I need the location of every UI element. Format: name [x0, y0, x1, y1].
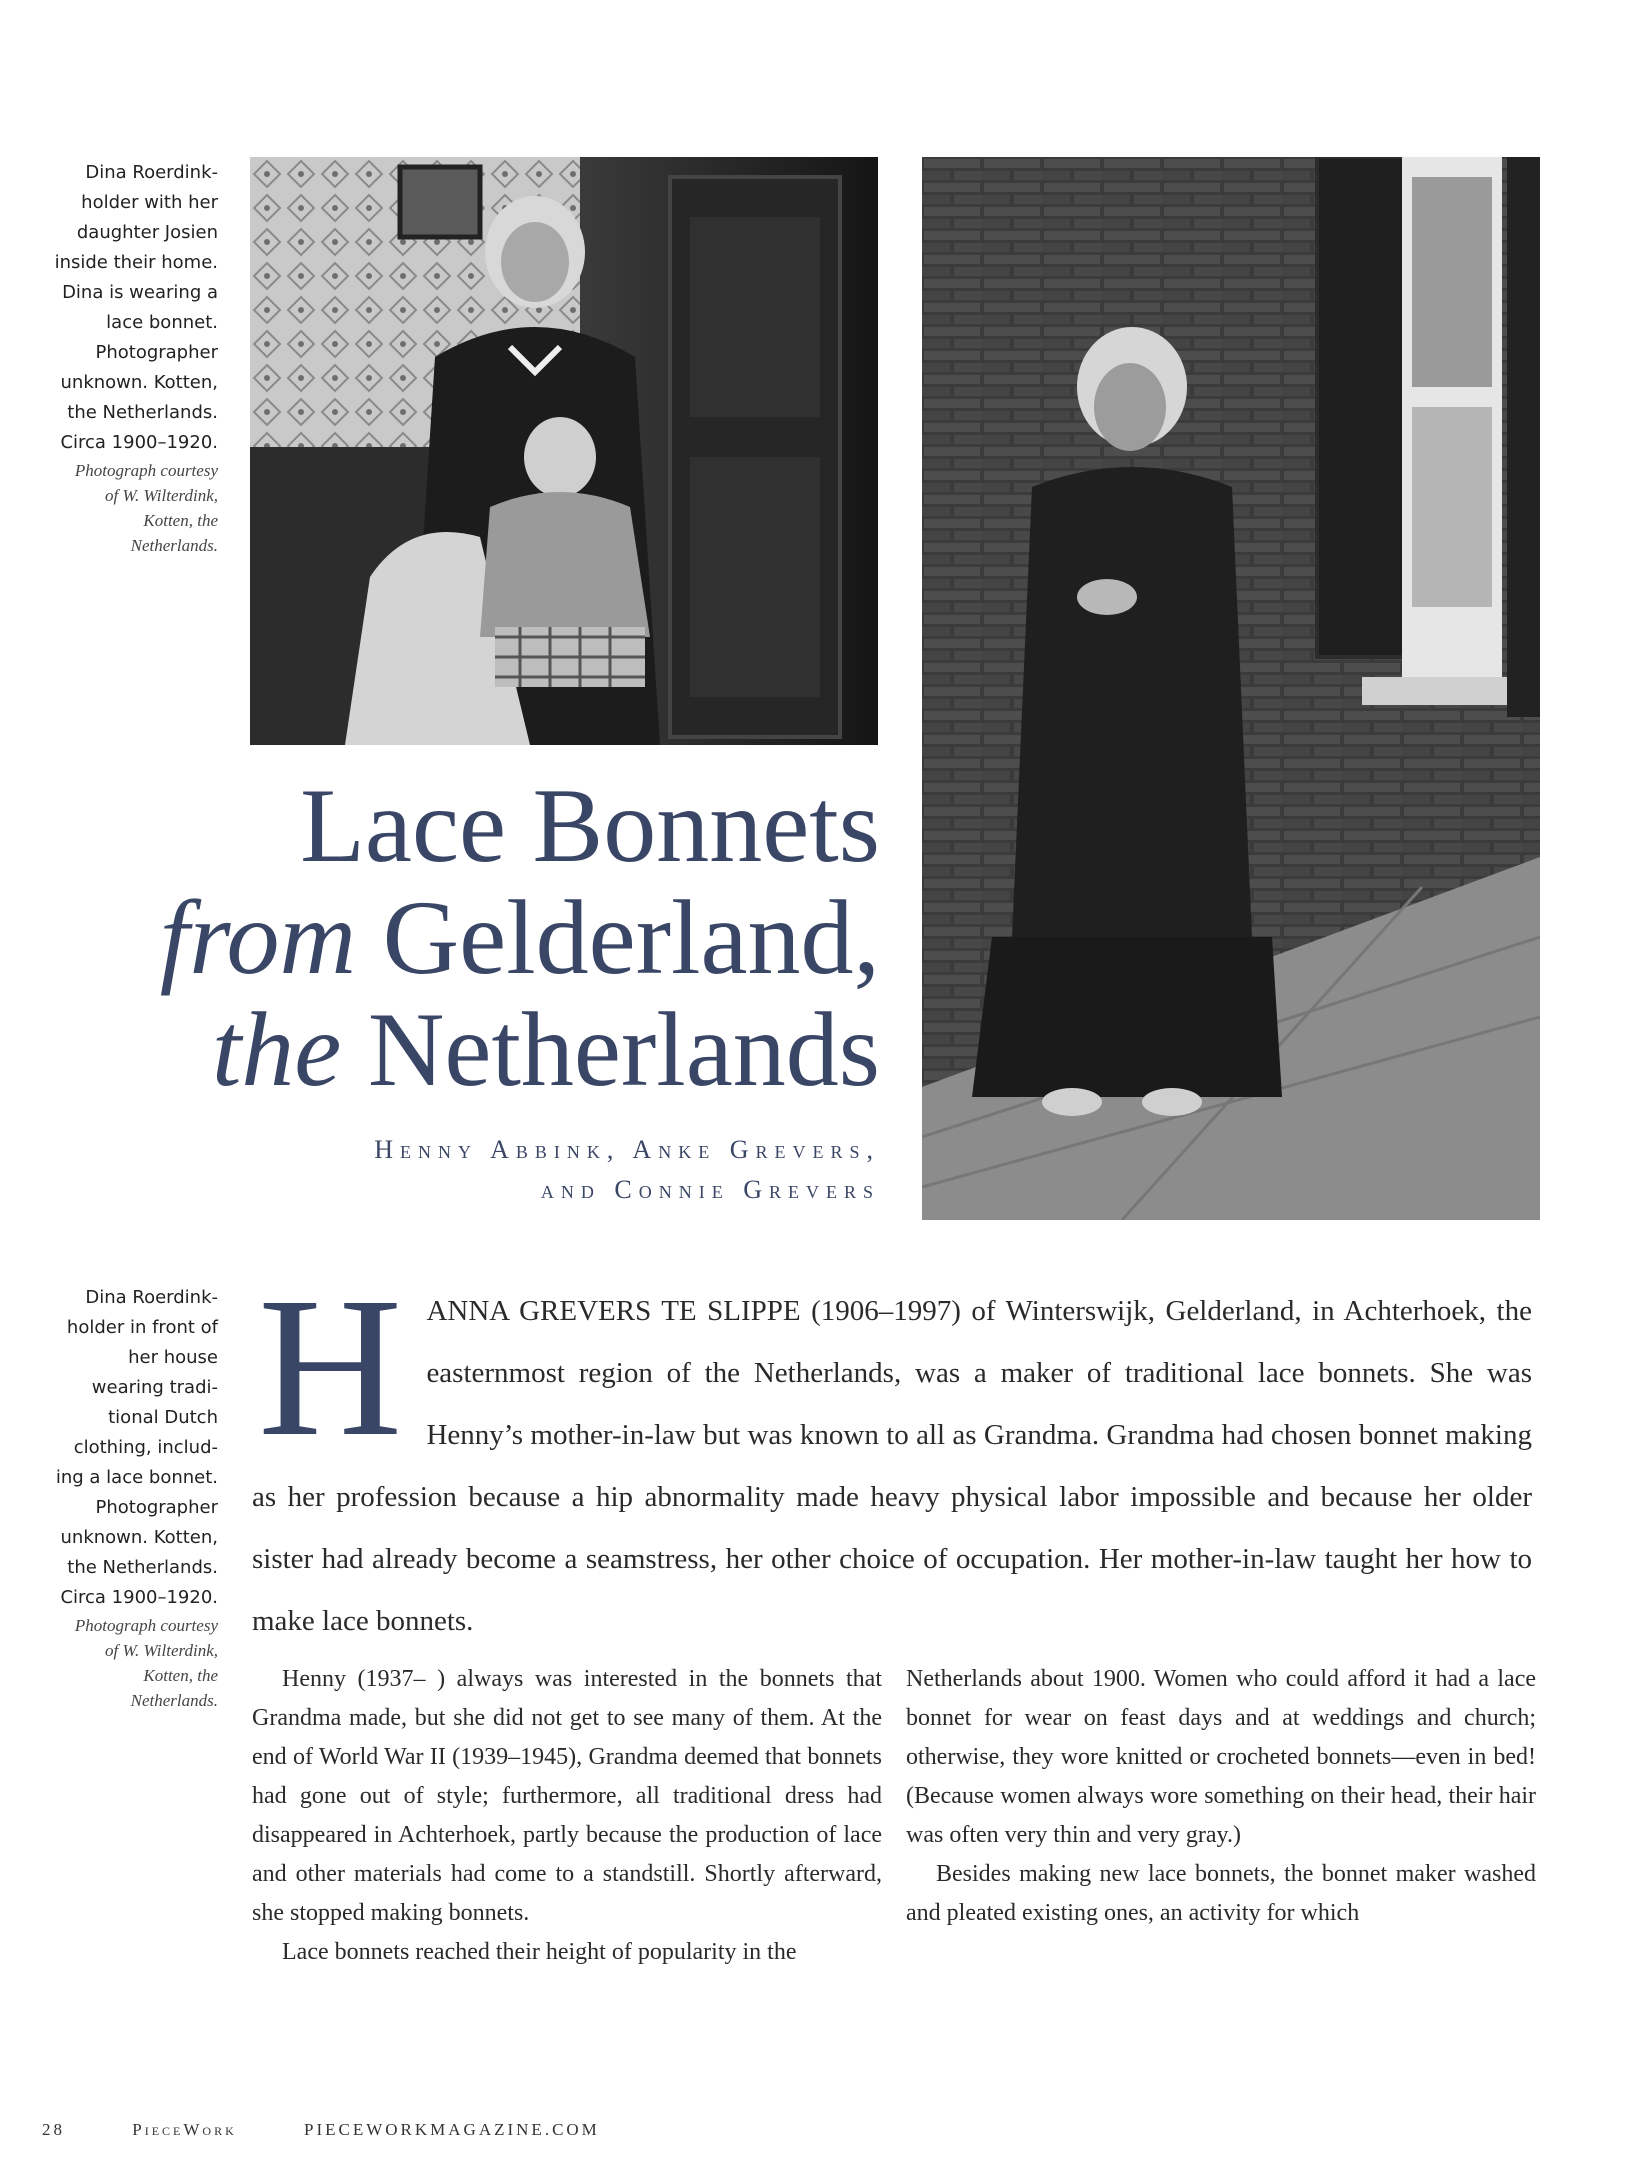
body-paragraph: Henny (1937– ) always was interested in the bonnets that Grandma made, but she did not get to see many of them. At the end of World War II (1939–1945), Grandma deemed that bonnets had gone out of style; furthermore, all traditional dress had disappeared in Achterhoek, partly because the production of lace and other materials had come to a standstill. Shortly afterward, she stopped making bonnets. [252, 1666, 882, 1926]
body-paragraph: Netherlands about 1900. Women who could afford it had a lace bonnet for wear on feast days and at weddings and church; otherwise, they wore knitted or crocheted bonnets—even in bed! (Because women always wore something on their head, their hair was often very thin and very gray.) [906, 1666, 1536, 1848]
caption-line: Photographer [95, 1497, 218, 1518]
body-paragraph: Lace bonnets reached their height of popularity in the [282, 1939, 797, 1965]
lead-caps: ANNA GREVERS TE SLIPPE [426, 1295, 801, 1327]
article-authors [140, 1130, 880, 1210]
credit-line: Photograph courtesy [74, 461, 218, 480]
caption-line: unknown. Kotten, [60, 1527, 218, 1548]
caption-line: daughter Josien [76, 222, 218, 243]
page-number: 28 [42, 2120, 65, 2139]
photo-credit [20, 458, 218, 558]
title-line-3-italic: the [211, 991, 342, 1108]
drop-cap: H [258, 1257, 403, 1478]
caption-line: Circa 1900–1920. [60, 1587, 218, 1608]
lead-paragraph [252, 1257, 1532, 1652]
caption-line: the Netherlands. [67, 402, 218, 423]
caption-line: unknown. Kotten, [60, 372, 218, 393]
caption-text [20, 158, 218, 458]
photo-credit [20, 1613, 218, 1713]
caption-text [20, 1283, 218, 1613]
lead-text: (1906–1997) of Winterswijk, Gelderland, in Achterhoek, the easternmost region of the Netherlands, was a maker of traditional lace bonnets. She was Henny’s mother-in-law but was known to all as Grandma. Grandma had chosen bonnet making as her profession because a hip abnormality made heavy physical labor impossible and because her older sister had already become a seamstress, her other choice of occupation. Her mother-in-law taught her how to make lace bonnets. [252, 1295, 1532, 1637]
credit-line: Kotten, the [143, 511, 218, 530]
photo-caption-top [20, 158, 218, 558]
page-footer [42, 2120, 660, 2140]
article-title [140, 767, 880, 1108]
credit-line: Photograph courtesy [74, 1616, 218, 1635]
caption-line: holder in front of [66, 1317, 218, 1338]
body-paragraph: Besides making new lace bonnets, the bonnet maker washed and pleated existing ones, an activity for which [906, 1861, 1536, 1926]
magazine-name: PieceWork [132, 2120, 237, 2139]
caption-line: Photographer [95, 342, 218, 363]
body-column-2 [906, 1660, 1536, 1933]
magazine-url: PIECEWORKMAGAZINE.COM [304, 2120, 600, 2139]
authors-line-1: Henny Abbink, Anke Grevers, [374, 1135, 880, 1164]
photo-woman-brick-house [922, 157, 1540, 1220]
photo-interior-mother-daughter [250, 157, 878, 745]
caption-line: the Netherlands. [67, 1557, 218, 1578]
credit-line: of W. Wilterdink, [104, 1641, 218, 1660]
title-line-3: Netherlands [341, 991, 880, 1108]
credit-line: of W. Wilterdink, [104, 486, 218, 505]
authors-line-2: and Connie Grevers [540, 1175, 880, 1204]
credit-line: Netherlands. [130, 1691, 218, 1710]
title-line-2: Gelderland, [356, 879, 880, 996]
caption-line: clothing, includ- [73, 1437, 218, 1458]
caption-line: wearing tradi- [91, 1377, 218, 1398]
body-column-1 [252, 1660, 882, 1972]
caption-line: tional Dutch [108, 1407, 218, 1428]
caption-line: ing a lace bonnet. [55, 1467, 218, 1488]
title-line-2-italic: from [159, 879, 357, 996]
title-line-1: Lace Bonnets [300, 767, 880, 884]
photo-caption-bottom [20, 1283, 218, 1713]
caption-line: Dina Roerdink- [85, 1287, 218, 1308]
credit-line: Kotten, the [143, 1666, 218, 1685]
caption-line: Dina Roerdink- [85, 162, 218, 183]
caption-line: Circa 1900–1920. [60, 432, 218, 453]
caption-line: Dina is wearing a [62, 282, 218, 303]
caption-line: her house [128, 1347, 218, 1368]
caption-line: holder with her [81, 192, 218, 213]
caption-line: lace bonnet. [106, 312, 218, 333]
credit-line: Netherlands. [130, 536, 218, 555]
caption-line: inside their home. [54, 252, 218, 273]
